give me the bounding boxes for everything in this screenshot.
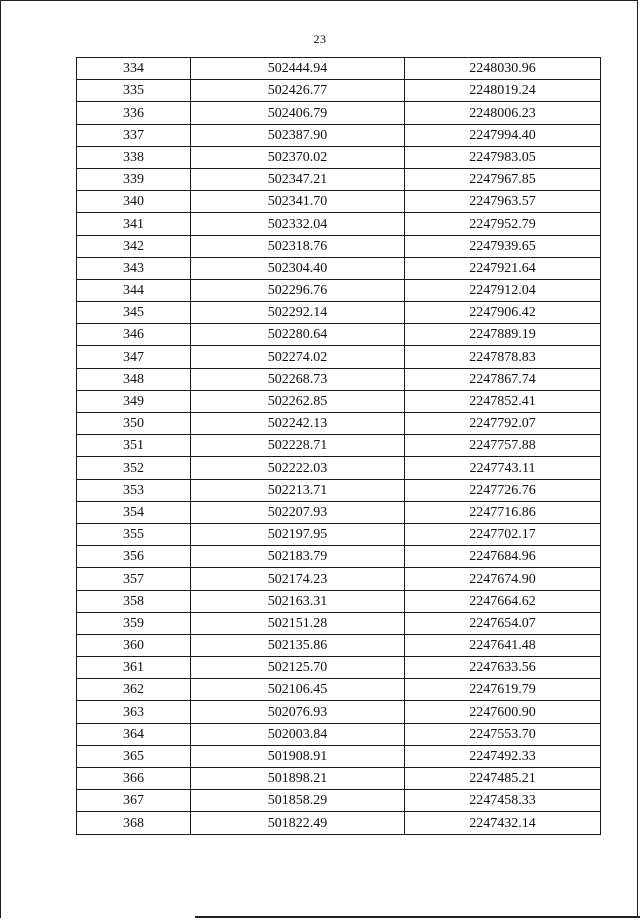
y-coordinate-cell bbox=[405, 146, 601, 168]
x-coordinate-cell bbox=[191, 302, 405, 324]
x-coordinate-cell bbox=[191, 479, 405, 501]
x-coordinate-cell bbox=[191, 812, 405, 834]
cell-text: 2247952.79 bbox=[469, 216, 536, 232]
table-row bbox=[77, 612, 601, 634]
point-number-cell bbox=[77, 302, 191, 324]
cell-text: 348 bbox=[123, 371, 144, 387]
cell-text: 502207.93 bbox=[267, 504, 328, 520]
cell-text: 2247702.17 bbox=[469, 527, 536, 543]
cell-text: 2247553.70 bbox=[469, 726, 536, 742]
cell-text: 2247458.33 bbox=[469, 793, 536, 809]
cell-text: 502296.76 bbox=[267, 283, 328, 299]
x-coordinate-cell bbox=[191, 257, 405, 279]
point-number-cell bbox=[77, 324, 191, 346]
y-coordinate-cell bbox=[405, 324, 601, 346]
x-coordinate-cell bbox=[191, 168, 405, 190]
x-coordinate-cell bbox=[191, 612, 405, 634]
cell-text: 354 bbox=[123, 504, 144, 520]
cell-text: 360 bbox=[123, 638, 144, 654]
cell-text: 502163.31 bbox=[267, 593, 328, 609]
y-coordinate-cell bbox=[405, 168, 601, 190]
y-coordinate-cell bbox=[405, 634, 601, 656]
x-coordinate-cell bbox=[191, 745, 405, 767]
table-row bbox=[77, 257, 601, 279]
cell-text: 502222.03 bbox=[267, 460, 328, 476]
cell-text: 339 bbox=[123, 172, 144, 188]
table-row bbox=[77, 523, 601, 545]
cell-text: 501822.49 bbox=[267, 815, 328, 831]
cell-text: 341 bbox=[123, 216, 144, 232]
y-coordinate-cell bbox=[405, 213, 601, 235]
y-coordinate-cell bbox=[405, 523, 601, 545]
cell-text: 362 bbox=[123, 682, 144, 698]
point-number-cell bbox=[77, 235, 191, 257]
point-number-cell bbox=[77, 58, 191, 80]
table-row bbox=[77, 279, 601, 301]
point-number-cell bbox=[77, 457, 191, 479]
x-coordinate-cell bbox=[191, 679, 405, 701]
point-number-cell bbox=[77, 346, 191, 368]
x-coordinate-cell bbox=[191, 390, 405, 412]
cell-text: 2247716.86 bbox=[469, 504, 536, 520]
table-row bbox=[77, 324, 601, 346]
cell-text: 364 bbox=[123, 726, 144, 742]
y-coordinate-cell bbox=[405, 102, 601, 124]
cell-text: 2247889.19 bbox=[469, 327, 536, 343]
cell-text: 2247674.90 bbox=[469, 571, 536, 587]
cell-text: 502106.45 bbox=[267, 682, 328, 698]
coordinate-table bbox=[76, 57, 601, 835]
cell-text: 343 bbox=[123, 260, 144, 276]
x-coordinate-cell bbox=[191, 191, 405, 213]
cell-text: 347 bbox=[123, 349, 144, 365]
cell-text: 2247743.11 bbox=[469, 460, 536, 476]
table-row bbox=[77, 568, 601, 590]
point-number-cell bbox=[77, 612, 191, 634]
y-coordinate-cell bbox=[405, 302, 601, 324]
y-coordinate-cell bbox=[405, 812, 601, 834]
cell-text: 501898.21 bbox=[267, 771, 328, 787]
table-row bbox=[77, 368, 601, 390]
cell-text: 2247921.64 bbox=[469, 260, 536, 276]
point-number-cell bbox=[77, 168, 191, 190]
cell-text: 502304.40 bbox=[267, 260, 328, 276]
cell-text: 502197.95 bbox=[267, 527, 328, 543]
point-number-cell bbox=[77, 501, 191, 523]
table-row bbox=[77, 346, 601, 368]
x-coordinate-cell bbox=[191, 435, 405, 457]
x-coordinate-cell bbox=[191, 235, 405, 257]
cell-text: 2247641.48 bbox=[469, 638, 536, 654]
x-coordinate-cell bbox=[191, 146, 405, 168]
cell-text: 502274.02 bbox=[267, 349, 328, 365]
table-row bbox=[77, 146, 601, 168]
table-row bbox=[77, 390, 601, 412]
y-coordinate-cell bbox=[405, 479, 601, 501]
x-coordinate-cell bbox=[191, 324, 405, 346]
y-coordinate-cell bbox=[405, 701, 601, 723]
cell-text: 2247983.05 bbox=[469, 149, 536, 165]
cell-text: 502444.94 bbox=[267, 61, 328, 77]
y-coordinate-cell bbox=[405, 346, 601, 368]
cell-text: 502387.90 bbox=[267, 127, 328, 143]
y-coordinate-cell bbox=[405, 368, 601, 390]
x-coordinate-cell bbox=[191, 523, 405, 545]
cell-text: 338 bbox=[123, 149, 144, 165]
cell-text: 502242.13 bbox=[267, 416, 328, 432]
cell-text: 501858.29 bbox=[267, 793, 328, 809]
cell-text: 502076.93 bbox=[267, 704, 328, 720]
point-number-cell bbox=[77, 590, 191, 612]
x-coordinate-cell bbox=[191, 413, 405, 435]
x-coordinate-cell bbox=[191, 657, 405, 679]
y-coordinate-cell bbox=[405, 745, 601, 767]
point-number-cell bbox=[77, 413, 191, 435]
y-coordinate-cell bbox=[405, 435, 601, 457]
cell-text: 363 bbox=[123, 704, 144, 720]
table-row bbox=[77, 634, 601, 656]
table-row bbox=[77, 435, 601, 457]
table-row bbox=[77, 812, 601, 834]
table-row bbox=[77, 235, 601, 257]
cell-text: 502135.86 bbox=[267, 638, 328, 654]
y-coordinate-cell bbox=[405, 124, 601, 146]
cell-text: 336 bbox=[123, 105, 144, 121]
table-row bbox=[77, 302, 601, 324]
cell-text: 352 bbox=[123, 460, 144, 476]
cell-text: 502213.71 bbox=[267, 482, 328, 498]
x-coordinate-cell bbox=[191, 590, 405, 612]
point-number-cell bbox=[77, 191, 191, 213]
table-row bbox=[77, 124, 601, 146]
cell-text: 355 bbox=[123, 527, 144, 543]
y-coordinate-cell bbox=[405, 568, 601, 590]
cell-text: 2247485.21 bbox=[469, 771, 536, 787]
y-coordinate-cell bbox=[405, 58, 601, 80]
cell-text: 2247684.96 bbox=[469, 549, 536, 565]
cell-text: 366 bbox=[123, 771, 144, 787]
y-coordinate-cell bbox=[405, 590, 601, 612]
x-coordinate-cell bbox=[191, 723, 405, 745]
cell-text: 502268.73 bbox=[267, 371, 328, 387]
x-coordinate-cell bbox=[191, 634, 405, 656]
point-number-cell bbox=[77, 634, 191, 656]
cell-text: 2247994.40 bbox=[469, 127, 536, 143]
cell-text: 502370.02 bbox=[267, 149, 328, 165]
cell-text: 502003.84 bbox=[267, 726, 328, 742]
cell-text: 2247792.07 bbox=[469, 416, 536, 432]
table-row bbox=[77, 701, 601, 723]
y-coordinate-cell bbox=[405, 501, 601, 523]
x-coordinate-cell bbox=[191, 124, 405, 146]
table-row bbox=[77, 80, 601, 102]
cell-text: 2247967.85 bbox=[469, 172, 536, 188]
y-coordinate-cell bbox=[405, 257, 601, 279]
y-coordinate-cell bbox=[405, 279, 601, 301]
cell-text: 359 bbox=[123, 615, 144, 631]
table-row bbox=[77, 58, 601, 80]
table-row bbox=[77, 768, 601, 790]
cell-text: 501908.91 bbox=[267, 749, 328, 764]
cell-text: 358 bbox=[123, 593, 144, 609]
x-coordinate-cell bbox=[191, 701, 405, 723]
point-number-cell bbox=[77, 568, 191, 590]
cell-text: 502347.21 bbox=[267, 172, 328, 188]
cell-text: 502280.64 bbox=[267, 327, 328, 343]
y-coordinate-cell bbox=[405, 768, 601, 790]
point-number-cell bbox=[77, 679, 191, 701]
x-coordinate-cell bbox=[191, 213, 405, 235]
cell-text: 2247600.90 bbox=[469, 704, 536, 720]
cell-text: 351 bbox=[123, 438, 144, 454]
table-row bbox=[77, 413, 601, 435]
point-number-cell bbox=[77, 102, 191, 124]
point-number-cell bbox=[77, 368, 191, 390]
x-coordinate-cell bbox=[191, 768, 405, 790]
cell-text: 356 bbox=[123, 549, 144, 565]
cell-text: 2247619.79 bbox=[469, 682, 536, 698]
cell-text: 2247912.04 bbox=[469, 283, 536, 299]
table-row bbox=[77, 191, 601, 213]
cell-text: 2247867.74 bbox=[469, 371, 536, 387]
cell-text: 334 bbox=[123, 61, 144, 77]
point-number-cell bbox=[77, 390, 191, 412]
cell-text: 502125.70 bbox=[267, 660, 328, 676]
cell-text: 502174.23 bbox=[267, 571, 328, 587]
cell-text: 2247963.57 bbox=[469, 194, 536, 210]
y-coordinate-cell bbox=[405, 390, 601, 412]
coordinate-table-body bbox=[77, 58, 601, 835]
cell-text: 350 bbox=[123, 416, 144, 432]
point-number-cell bbox=[77, 768, 191, 790]
cell-text: 368 bbox=[123, 815, 144, 831]
cell-text: 349 bbox=[123, 394, 144, 409]
x-coordinate-cell bbox=[191, 546, 405, 568]
cell-text: 2247906.42 bbox=[469, 305, 536, 321]
point-number-cell bbox=[77, 435, 191, 457]
x-coordinate-cell bbox=[191, 790, 405, 812]
point-number-cell bbox=[77, 701, 191, 723]
table-row bbox=[77, 723, 601, 745]
table-row bbox=[77, 546, 601, 568]
cell-text: 357 bbox=[123, 571, 144, 587]
cell-text: 2247633.56 bbox=[469, 660, 536, 676]
cell-text: 2248019.24 bbox=[469, 83, 536, 99]
cell-text: 353 bbox=[123, 482, 144, 498]
cell-text: 502406.79 bbox=[267, 105, 328, 121]
point-number-cell bbox=[77, 745, 191, 767]
y-coordinate-cell bbox=[405, 457, 601, 479]
x-coordinate-cell bbox=[191, 58, 405, 80]
table-row bbox=[77, 590, 601, 612]
y-coordinate-cell bbox=[405, 80, 601, 102]
cell-text: 2247492.33 bbox=[469, 749, 536, 764]
y-coordinate-cell bbox=[405, 657, 601, 679]
cell-text: 502292.14 bbox=[267, 305, 328, 321]
y-coordinate-cell bbox=[405, 546, 601, 568]
page-bottom-edge bbox=[195, 916, 640, 918]
cell-text: 335 bbox=[123, 83, 144, 99]
cell-text: 2247664.62 bbox=[469, 593, 536, 609]
cell-text: 502228.71 bbox=[267, 438, 328, 454]
point-number-cell bbox=[77, 479, 191, 501]
y-coordinate-cell bbox=[405, 723, 601, 745]
cell-text: 365 bbox=[123, 749, 144, 764]
point-number-cell bbox=[77, 523, 191, 545]
table-row bbox=[77, 790, 601, 812]
cell-text: 502426.77 bbox=[267, 83, 328, 99]
point-number-cell bbox=[77, 790, 191, 812]
y-coordinate-cell bbox=[405, 679, 601, 701]
table-row bbox=[77, 213, 601, 235]
cell-text: 502318.76 bbox=[267, 238, 328, 254]
table-row bbox=[77, 679, 601, 701]
cell-text: 2247939.65 bbox=[469, 238, 536, 254]
point-number-cell bbox=[77, 657, 191, 679]
y-coordinate-cell bbox=[405, 235, 601, 257]
x-coordinate-cell bbox=[191, 102, 405, 124]
cell-text: 2247878.83 bbox=[469, 349, 536, 365]
x-coordinate-cell bbox=[191, 368, 405, 390]
cell-text: 346 bbox=[123, 327, 144, 343]
y-coordinate-cell bbox=[405, 191, 601, 213]
table-row bbox=[77, 457, 601, 479]
table-row bbox=[77, 102, 601, 124]
point-number-cell bbox=[77, 723, 191, 745]
cell-text: 2247852.41 bbox=[469, 394, 536, 409]
cell-text: 2248006.23 bbox=[469, 105, 536, 121]
cell-text: 2247726.76 bbox=[469, 482, 536, 498]
cell-text: 502151.28 bbox=[267, 615, 328, 631]
cell-text: 502332.04 bbox=[267, 216, 328, 232]
y-coordinate-cell bbox=[405, 413, 601, 435]
x-coordinate-cell bbox=[191, 80, 405, 102]
x-coordinate-cell bbox=[191, 501, 405, 523]
x-coordinate-cell bbox=[191, 279, 405, 301]
cell-text: 2248030.96 bbox=[469, 61, 536, 77]
cell-text: 502262.85 bbox=[267, 394, 328, 409]
point-number-cell bbox=[77, 213, 191, 235]
cell-text: 2247757.88 bbox=[469, 438, 536, 454]
x-coordinate-cell bbox=[191, 568, 405, 590]
cell-text: 344 bbox=[123, 283, 144, 299]
table-row bbox=[77, 657, 601, 679]
page-number: 23 bbox=[313, 32, 327, 46]
cell-text: 337 bbox=[123, 127, 144, 143]
point-number-cell bbox=[77, 812, 191, 834]
cell-text: 361 bbox=[123, 660, 144, 676]
table-row bbox=[77, 745, 601, 767]
x-coordinate-cell bbox=[191, 346, 405, 368]
cell-text: 342 bbox=[123, 238, 144, 254]
cell-text: 502183.79 bbox=[267, 549, 328, 565]
y-coordinate-cell bbox=[405, 612, 601, 634]
point-number-cell bbox=[77, 546, 191, 568]
point-number-cell bbox=[77, 80, 191, 102]
point-number-cell bbox=[77, 124, 191, 146]
point-number-cell bbox=[77, 279, 191, 301]
cell-text: 340 bbox=[123, 194, 144, 210]
cell-text: 2247432.14 bbox=[469, 815, 536, 831]
cell-text: 502341.70 bbox=[267, 194, 328, 210]
cell-text: 2247654.07 bbox=[469, 615, 536, 631]
cell-text: 345 bbox=[123, 305, 144, 321]
x-coordinate-cell bbox=[191, 457, 405, 479]
table-row bbox=[77, 479, 601, 501]
point-number-cell bbox=[77, 146, 191, 168]
table-row bbox=[77, 501, 601, 523]
cell-text: 367 bbox=[123, 793, 144, 809]
point-number-cell bbox=[77, 257, 191, 279]
table-row bbox=[77, 168, 601, 190]
y-coordinate-cell bbox=[405, 790, 601, 812]
